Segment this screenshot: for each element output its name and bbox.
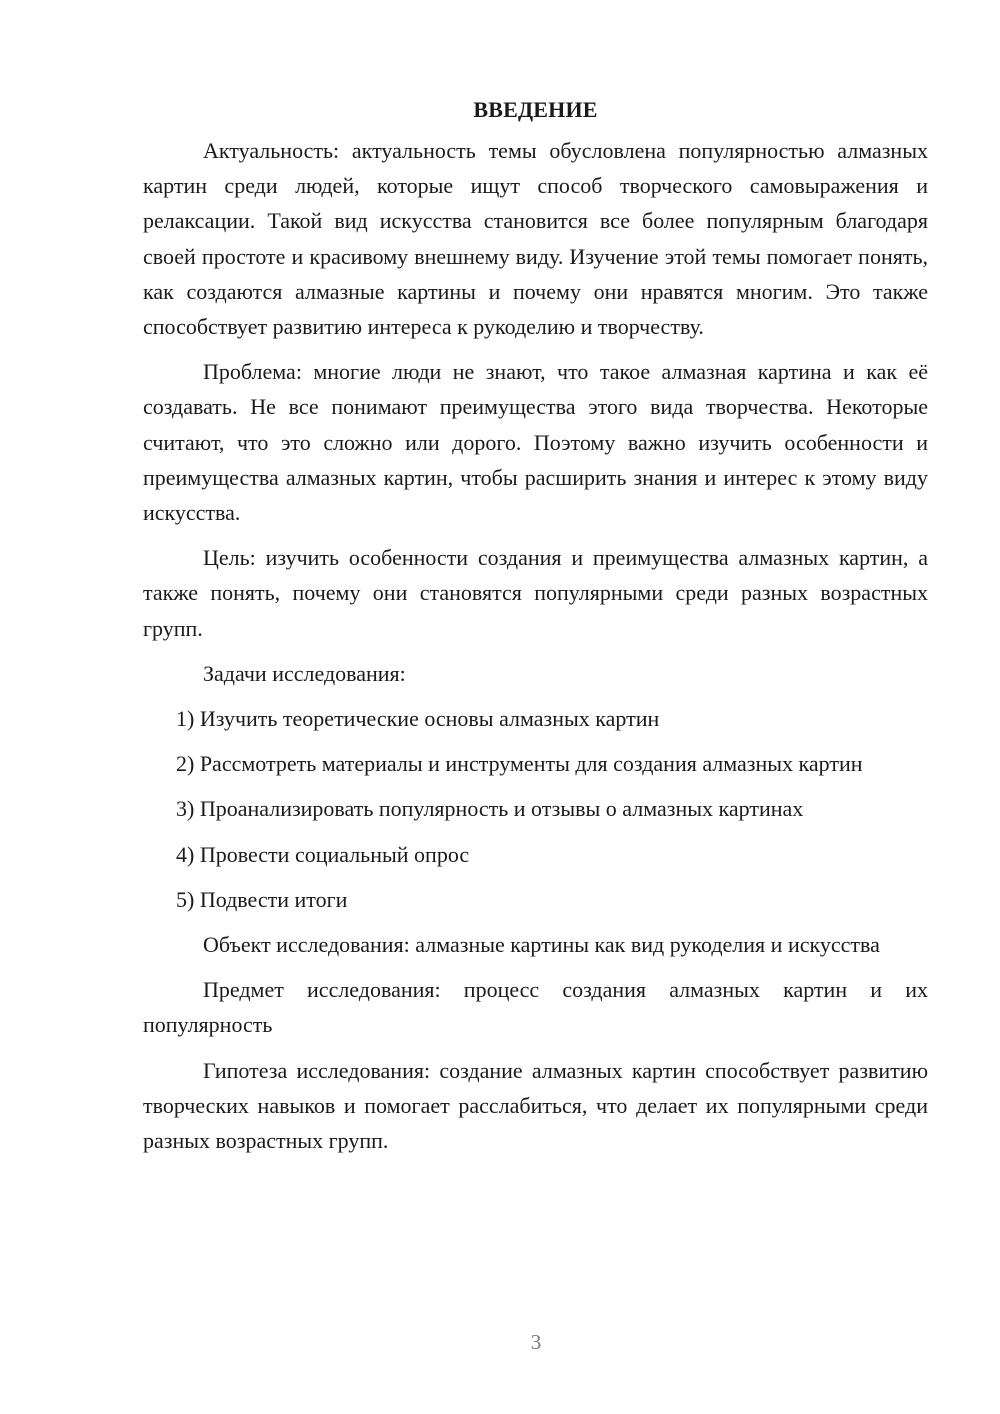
paragraph-relevance: Актуальность: актуальность темы обусловлена популярностью алмазных картин среди людей, которые ищут способ творческого самовыражения и релаксации. Такой вид искусства становится все более популярным благодаря своей простоте и красивому внешнему виду. Изучение этой темы помогает понять, как создаются алмазные картины и почему они нравятся многим. Это также способствует развитию интереса к рукоделию и творчеству. [143, 138, 928, 340]
paragraph-object: Объект исследования: алмазные картины как вид рукоделия и искусства [203, 932, 880, 958]
page-number: 3 [530, 1330, 542, 1354]
task-item-3: 3) Проанализировать популярность и отзывы о алмазных картинах [176, 796, 804, 822]
tasks-title: Задачи исследования: [203, 660, 406, 686]
paragraph-goal: Цель: изучить особенности создания и преимущества алмазных картин, а также понять, почему они становятся популярными среди разных возрастных групп. [143, 545, 928, 641]
paragraph-subject: Предмет исследования: процесс создания алмазных картин и их популярность [143, 977, 928, 1038]
document-page [143, 92, 928, 1158]
page-title: ВВЕДЕНИЕ [473, 97, 598, 122]
task-item-4: 4) Провести социальный опрос [176, 841, 470, 867]
task-item-2: 2) Рассмотреть материалы и инструменты для создания алмазных картин [176, 751, 863, 777]
paragraph-problem: Проблема: многие люди не знают, что такое алмазная картина и как её создавать. Не все понимают преимущества этого вида творчества. Некоторые считают, что это сложно или дорого. Поэтому важно изучить особенности и преимущества алмазных картин, чтобы расширить знания и интерес к этому виду искусства. [143, 359, 928, 526]
task-item-1: 1) Изучить теоретические основы алмазных картин [176, 706, 660, 732]
paragraph-hypothesis: Гипотеза исследования: создание алмазных картин способствует развитию творческих навыков и помогает расслабиться, что делает их популярными среди разных возрастных групп. [143, 1057, 928, 1154]
task-item-5: 5) Подвести итоги [176, 886, 348, 912]
